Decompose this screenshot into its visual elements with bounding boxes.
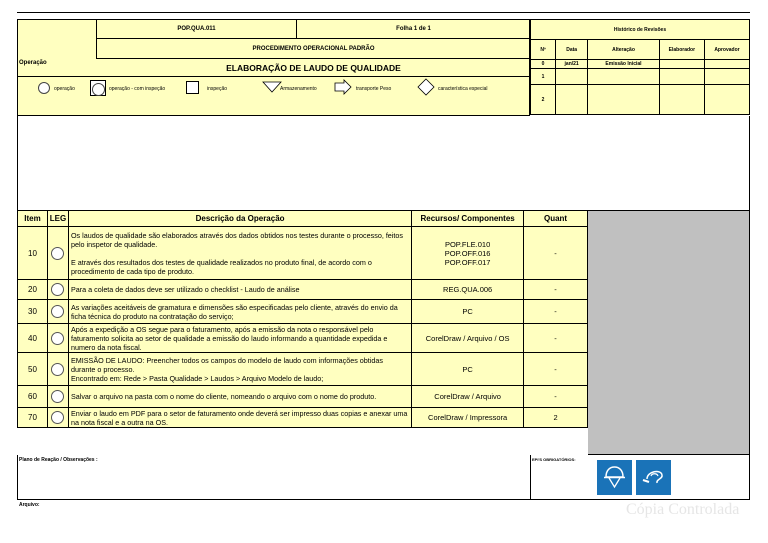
table-row [18,324,588,353]
storage-triangle-icon [262,81,282,93]
quant-cell: - [524,280,588,300]
rev-col-header: Data [556,40,588,60]
operation-inspection-symbol-icon [90,80,106,96]
drawing-area [17,116,750,210]
resources-cell: POP.FLE.010 POP.OFF.016 POP.OFF.017 [412,227,524,280]
leg-cell [47,353,68,386]
legend-transport: transporte Peso [356,86,392,92]
legend-operation-inspection: operação - com inspeção [109,86,166,92]
rev-col-header: Aprovador [704,40,749,60]
operation-label: Operação [19,60,47,66]
rev-cell [704,85,749,115]
operation-description: Após a expedição a OS segue para o faturamento, após a emissão da nota o responsável pelo faturamento solicita ao setor de qualidade a emissão do laudo informando a quantidade expedida e numero da nota fiscal. [68,324,411,353]
operation-description: Enviar o laudo em PDF para o setor de faturamento onde deverá ser impresso duas copias e anexar uma na nota fiscal e a outra na OS. [68,408,411,428]
doc-type: PROCEDIMENTO OPERACIONAL PADRÃO [97,39,530,59]
rev-cell [659,69,704,85]
revision-history [530,19,750,115]
quant-cell: 2 [524,408,588,428]
legend-operation: operação [54,86,75,92]
operation-circle-icon [51,390,64,403]
legend-special: característica especial [438,86,488,92]
inspection-symbol-icon [186,81,199,94]
rev-cell [588,85,660,115]
operation-description: As variações aceitáveis de gramatura e dimensões são especificadas pelo cliente, através do envio da ficha técnica do produto na contratação do serviço; [68,300,411,324]
rev-cell: Emissão Inicial [588,60,660,69]
operation-circle-icon [51,363,64,376]
item-number: 60 [18,386,48,408]
resources-cell: CorelDraw / Arquivo / OS [412,324,524,353]
rev-cell [659,60,704,69]
rev-col-header: Nº [531,40,556,60]
leg-cell [47,227,68,280]
rev-col-header: Alteração [588,40,660,60]
resources-cell: CorelDraw / Impressora [412,408,524,428]
leg-cell [47,386,68,408]
table-row [18,300,588,324]
operation-circle-icon [51,247,64,260]
top-rule [17,12,750,13]
leg-cell [47,324,68,353]
item-number: 40 [18,324,48,353]
item-number: 50 [18,353,48,386]
col-header-description: Descrição da Operação [68,211,411,227]
item-number: 30 [18,300,48,324]
quant-cell: - [524,227,588,280]
rev-cell: jan/21 [556,60,588,69]
table-row [18,353,588,386]
resources-cell: CorelDraw / Arquivo [412,386,524,408]
rev-cell [588,69,660,85]
leg-cell [47,280,68,300]
table-row [18,386,588,408]
divider [17,76,530,77]
quant-cell: - [524,324,588,353]
quant-cell: - [524,353,588,386]
page-number: Folha 1 de 1 [297,19,530,39]
rev-cell: 2 [531,85,556,115]
rev-cell [659,85,704,115]
resources-cell: PC [412,300,524,324]
special-characteristic-diamond-icon [417,78,435,96]
leg-cell [47,408,68,428]
operation-circle-icon [51,332,64,345]
rev-cell: 0 [531,60,556,69]
col-header-item: Item [18,211,48,227]
operation-circle-icon [51,305,64,318]
operation-circle-icon [51,411,64,424]
epi-label: EPI'S OBRIGATÓRIOS: [532,457,576,462]
operation-description: Salvar o arquivo na pasta com o nome do cliente, nomeando o arquivo com o nome do produto. [68,386,411,408]
rev-cell: 1 [531,69,556,85]
footer-divider [530,455,531,500]
table-row [18,280,588,300]
gray-panel [588,210,750,455]
operation-description: Para a coleta de dados deve ser utilizado o checklist - Laudo de análise [68,280,411,300]
operation-description: EMISSÃO DE LAUDO: Preencher todos os campos do modelo de laudo com informações obtidas durante o processo. Encontrado em: Rede > Pasta Qualidade > Laudos > Arquivo Modelo de laudo; [68,353,411,386]
col-header-quant: Quant [524,211,588,227]
reaction-plan-label: Plano de Reação / Observações : [19,457,98,463]
leg-cell [47,300,68,324]
operation-circle-icon [51,283,64,296]
quant-cell: - [524,300,588,324]
logo-area [17,19,97,59]
doc-code: POP.QUA.011 [97,19,297,39]
operation-symbol-icon [38,82,50,94]
rev-cell [704,60,749,69]
quant-cell: - [524,386,588,408]
rev-col-header: Elaborador [659,40,704,60]
table-row [18,227,588,280]
resources-cell: PC [412,353,524,386]
arquivo-label: Arquivo: [19,502,40,508]
col-header-resources: Recursos/ Componentes [412,211,524,227]
rev-cell [556,85,588,115]
operation-description: Os laudos de qualidade são elaborados através dos dados obtidos nos testes durante o processo, feitos pelo inspetor de qualidade. E através dos resultados dos testes de qualidade realizados no produto final, de acordo com o procedimento de cada tipo de produto. [68,227,411,280]
legend-storage: Armazenamento [280,86,317,92]
col-header-leg: LEG [47,211,68,227]
transport-arrow-icon [334,79,352,95]
helmet-icon [597,460,632,495]
item-number: 70 [18,408,48,428]
hearing-protection-icon [636,460,671,495]
watermark: Cópia Controlada [626,501,740,518]
item-number: 10 [18,227,48,280]
operations-table [17,210,588,428]
item-number: 20 [18,280,48,300]
rev-cell [704,69,749,85]
legend-inspection: inspeção [207,86,228,92]
revision-title: Histórico de Revisões [531,20,750,40]
table-row [18,408,588,428]
resources-cell: REG.QUA.006 [412,280,524,300]
page-title: ELABORAÇÃO DE LAUDO DE QUALIDADE [226,62,401,73]
rev-cell [556,69,588,85]
